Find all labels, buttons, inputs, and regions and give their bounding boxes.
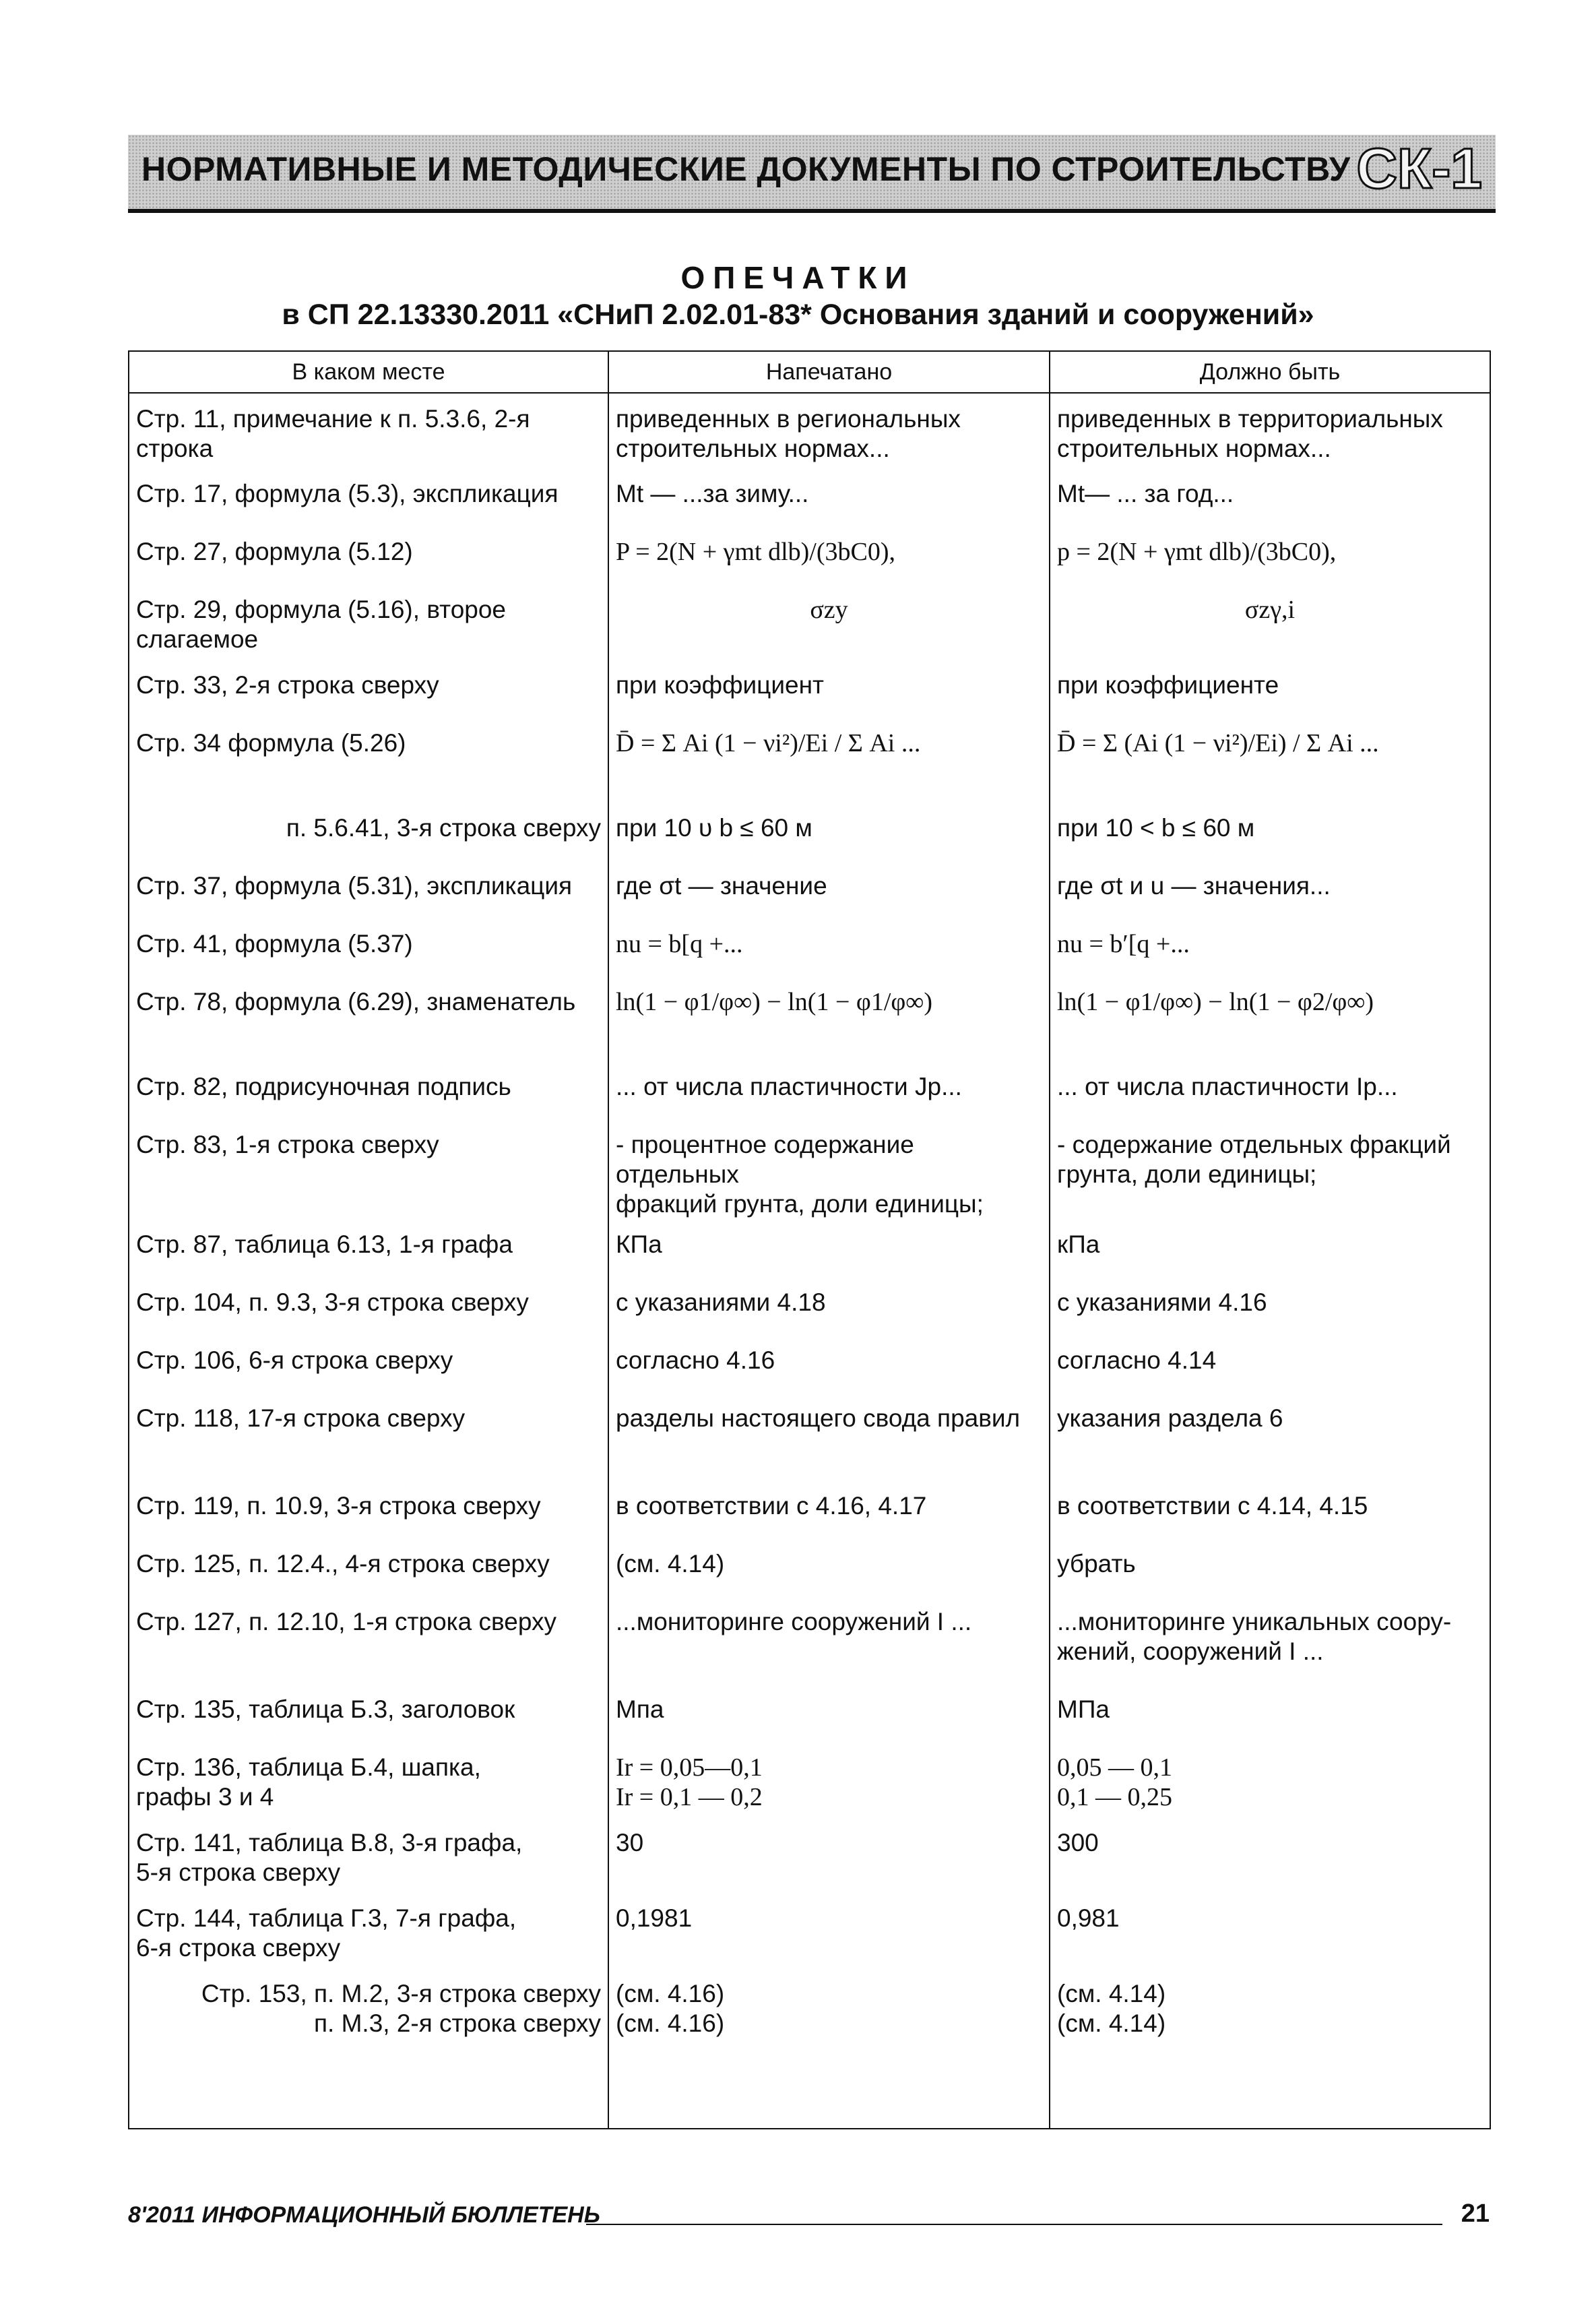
cell-place bbox=[129, 1393, 608, 1480]
cell-line: Стр. 136, таблица Б.4, шапка, bbox=[136, 1753, 481, 1781]
cell-line: Стр. 29, формула (5.16), второе bbox=[136, 596, 507, 623]
cell-line: ...мониторинге уникальных соору- bbox=[1057, 1608, 1452, 1635]
table-header-row bbox=[129, 351, 1490, 393]
filler-cell bbox=[1050, 2110, 1490, 2129]
cell-place bbox=[129, 1684, 608, 1742]
cell-line: Стр. 41, формула (5.37) bbox=[136, 930, 413, 958]
cell-line: Mt— ... за год... bbox=[1057, 480, 1234, 507]
cell-line: согласно 4.16 bbox=[616, 1346, 775, 1374]
cell-printed bbox=[608, 1219, 1050, 1277]
cell-line: D̄ = Σ (Ai (1 − νi²)/Ei) / Σ Ai ... bbox=[1057, 729, 1379, 757]
cell-place bbox=[129, 1219, 608, 1277]
cell-place bbox=[129, 861, 608, 918]
cell-line: слагаемое bbox=[136, 625, 259, 653]
cell-place bbox=[129, 393, 608, 468]
cell-printed bbox=[608, 1817, 1050, 1893]
table-row bbox=[129, 918, 1490, 976]
cell-line: ln(1 − φ1/φ∞) − ln(1 − φ1/φ∞) bbox=[616, 988, 933, 1016]
cell-line: согласно 4.14 bbox=[1057, 1346, 1217, 1374]
cell-line: строительных нормах... bbox=[1057, 435, 1331, 462]
cell-line: 0,1981 bbox=[616, 1904, 693, 1932]
cell-line: Стр. 144, таблица Г.3, 7-я графа, bbox=[136, 1904, 517, 1932]
cell-place bbox=[129, 718, 608, 803]
cell-line: с указаниями 4.18 bbox=[616, 1288, 826, 1316]
table-row bbox=[129, 526, 1490, 584]
cell-printed bbox=[608, 584, 1050, 660]
cell-line: Стр. 125, п. 12.4., 4-я строка сверху bbox=[136, 1550, 550, 1577]
table-row bbox=[129, 584, 1490, 660]
cell-place bbox=[129, 1335, 608, 1393]
table-row bbox=[129, 976, 1490, 1061]
page-footer bbox=[128, 2198, 1490, 2232]
footer-rule bbox=[586, 2224, 1442, 2225]
cell-printed bbox=[608, 1968, 1050, 2110]
cell-printed bbox=[608, 1538, 1050, 1596]
cell-correct bbox=[1050, 1335, 1490, 1393]
cell-line: где σt — значение bbox=[616, 872, 827, 900]
cell-correct bbox=[1050, 976, 1490, 1061]
cell-place bbox=[129, 1277, 608, 1335]
cell-line: (см. 4.14) bbox=[1057, 2009, 1166, 2037]
errata-table-body bbox=[129, 393, 1490, 2129]
cell-place bbox=[129, 1817, 608, 1893]
cell-line: 5-я строка сверху bbox=[136, 1858, 341, 1886]
table-row bbox=[129, 1277, 1490, 1335]
cell-line: п. 5.6.41, 3-я строка сверху bbox=[286, 814, 601, 842]
cell-line: кПа bbox=[1057, 1230, 1100, 1258]
cell-correct bbox=[1050, 1817, 1490, 1893]
cell-line: ... от числа пластичности Jp... bbox=[616, 1073, 962, 1100]
cell-line: 0,1 — 0,25 bbox=[1057, 1783, 1172, 1811]
cell-line: при 10 υ b ≤ 60 м bbox=[616, 814, 812, 842]
cell-correct bbox=[1050, 803, 1490, 861]
cell-place bbox=[129, 1480, 608, 1538]
cell-place bbox=[129, 1538, 608, 1596]
cell-line: (см. 4.16) bbox=[616, 1980, 725, 2007]
cell-line: ...мониторинге сооружений I ... bbox=[616, 1608, 972, 1635]
table-row bbox=[129, 1393, 1490, 1480]
table-row bbox=[129, 1742, 1490, 1817]
table-row bbox=[129, 468, 1490, 526]
publisher-logo: СК-1 bbox=[1356, 137, 1482, 200]
cell-line: в соответствии с 4.14, 4.15 bbox=[1057, 1492, 1368, 1520]
cell-printed bbox=[608, 718, 1050, 803]
cell-line: Стр. 87, таблица 6.13, 1-я графа bbox=[136, 1230, 513, 1258]
filler-cell bbox=[608, 2110, 1050, 2129]
table-row bbox=[129, 1893, 1490, 1968]
cell-line: Стр. 17, формула (5.3), экспликация bbox=[136, 480, 558, 507]
cell-correct bbox=[1050, 1742, 1490, 1817]
column-header-printed: Напечатано bbox=[608, 351, 1050, 393]
cell-place bbox=[129, 660, 608, 718]
cell-line: при 10 < b ≤ 60 м bbox=[1057, 814, 1255, 842]
cell-printed bbox=[608, 1277, 1050, 1335]
cell-line: приведенных в территориальных bbox=[1057, 405, 1443, 433]
cell-line: МПа bbox=[1057, 1695, 1110, 1723]
cell-line: графы 3 и 4 bbox=[136, 1783, 274, 1811]
table-row bbox=[129, 1119, 1490, 1219]
cell-line: Стр. 34 формула (5.26) bbox=[136, 729, 406, 757]
cell-line: Стр. 37, формула (5.31), экспликация bbox=[136, 872, 573, 900]
cell-correct bbox=[1050, 393, 1490, 468]
cell-correct bbox=[1050, 1277, 1490, 1335]
cell-line: Стр. 78, формула (6.29), знаменатель bbox=[136, 988, 576, 1016]
cell-printed bbox=[608, 468, 1050, 526]
cell-line: при коэффициент bbox=[616, 671, 824, 699]
cell-printed bbox=[608, 660, 1050, 718]
cell-place bbox=[129, 1893, 608, 1968]
cell-printed bbox=[608, 1480, 1050, 1538]
cell-printed bbox=[608, 803, 1050, 861]
cell-line: Стр. 119, п. 10.9, 3-я строка сверху bbox=[136, 1492, 541, 1520]
cell-line: Mt — ...за зиму... bbox=[616, 480, 809, 507]
cell-line: σzγ,i bbox=[1244, 596, 1296, 624]
table-row bbox=[129, 718, 1490, 803]
cell-printed bbox=[608, 1061, 1050, 1119]
cell-place bbox=[129, 1061, 608, 1119]
cell-line: ln(1 − φ1/φ∞) − ln(1 − φ2/φ∞) bbox=[1057, 988, 1374, 1016]
cell-place bbox=[129, 803, 608, 861]
column-header-place: В каком месте bbox=[129, 351, 608, 393]
cell-line: с указаниями 4.16 bbox=[1057, 1288, 1267, 1316]
cell-place bbox=[129, 976, 608, 1061]
table-row bbox=[129, 861, 1490, 918]
cell-line: грунта, доли единицы; bbox=[1057, 1160, 1317, 1188]
document-subtitle: в СП 22.13330.2011 «СНиП 2.02.01-83* Основания зданий и сооружений» bbox=[282, 299, 1314, 331]
cell-line: - содержание отдельных фракций bbox=[1057, 1131, 1451, 1158]
cell-correct bbox=[1050, 1596, 1490, 1684]
cell-correct bbox=[1050, 1480, 1490, 1538]
cell-correct bbox=[1050, 660, 1490, 718]
table-row bbox=[129, 1480, 1490, 1538]
footer-publication: 8'2011 ИНФОРМАЦИОННЫЙ БЮЛЛЕТЕНЬ bbox=[128, 2202, 600, 2228]
cell-line: 0,981 bbox=[1057, 1904, 1120, 1932]
cell-place bbox=[129, 526, 608, 584]
cell-correct bbox=[1050, 861, 1490, 918]
table-row bbox=[129, 1219, 1490, 1277]
cell-line: строка bbox=[136, 435, 214, 462]
cell-place bbox=[129, 1119, 608, 1219]
cell-correct bbox=[1050, 1061, 1490, 1119]
cell-line: приведенных в региональных bbox=[616, 405, 961, 433]
cell-place bbox=[129, 1596, 608, 1684]
cell-line: в соответствии с 4.16, 4.17 bbox=[616, 1492, 927, 1520]
cell-line: Мпа bbox=[616, 1695, 664, 1723]
table-row bbox=[129, 1684, 1490, 1742]
cell-line: разделы настоящего свода правил bbox=[616, 1404, 1021, 1432]
cell-line: 30 bbox=[616, 1829, 644, 1856]
table-row bbox=[129, 393, 1490, 468]
cell-line: п. М.3, 2-я строка сверху bbox=[314, 2009, 601, 2037]
cell-correct bbox=[1050, 1393, 1490, 1480]
cell-line: - процентное содержание отдельных bbox=[616, 1131, 914, 1188]
cell-line: σzy bbox=[810, 596, 848, 624]
cell-line: Стр. 33, 2-я строка сверху bbox=[136, 671, 439, 699]
cell-line: Стр. 127, п. 12.10, 1-я строка сверху bbox=[136, 1608, 556, 1635]
cell-line: жений, сооружений I ... bbox=[1057, 1637, 1324, 1665]
cell-printed bbox=[608, 393, 1050, 468]
cell-line: 0,05 — 0,1 bbox=[1057, 1753, 1172, 1782]
cell-correct bbox=[1050, 718, 1490, 803]
cell-correct bbox=[1050, 526, 1490, 584]
cell-line: p = 2(N + γmt dlb)/(3bC0), bbox=[1057, 538, 1337, 566]
cell-line: 300 bbox=[1057, 1829, 1099, 1856]
cell-printed bbox=[608, 976, 1050, 1061]
cell-correct bbox=[1050, 1893, 1490, 1968]
cell-place bbox=[129, 584, 608, 660]
errata-table bbox=[128, 350, 1491, 2129]
cell-line: указания раздела 6 bbox=[1057, 1404, 1283, 1432]
table-row bbox=[129, 1817, 1490, 1893]
cell-line: nu = b[q +... bbox=[616, 930, 743, 958]
table-row bbox=[129, 1968, 1490, 2110]
document-title: ОПЕЧАТКИ bbox=[680, 260, 916, 295]
cell-printed bbox=[608, 1684, 1050, 1742]
cell-correct bbox=[1050, 1219, 1490, 1277]
cell-line: ... от числа пластичности Ip... bbox=[1057, 1073, 1398, 1100]
table-filler-row bbox=[129, 2110, 1490, 2129]
column-header-correct: Должно быть bbox=[1050, 351, 1490, 393]
header-banner bbox=[128, 135, 1496, 213]
cell-correct bbox=[1050, 584, 1490, 660]
table-row bbox=[129, 1538, 1490, 1596]
cell-correct bbox=[1050, 918, 1490, 976]
cell-printed bbox=[608, 1119, 1050, 1219]
cell-line: фракций грунта, доли единицы; bbox=[616, 1190, 984, 1218]
cell-printed bbox=[608, 1893, 1050, 1968]
cell-line: 6-я строка сверху bbox=[136, 1934, 341, 1962]
cell-printed bbox=[608, 1393, 1050, 1480]
cell-line: Ir = 0,1 — 0,2 bbox=[616, 1783, 763, 1811]
cell-line: Стр. 82, подрисуночная подпись bbox=[136, 1073, 511, 1100]
page-number: 21 bbox=[1461, 2199, 1490, 2228]
cell-line: (см. 4.14) bbox=[1057, 1980, 1166, 2007]
cell-line: Стр. 27, формула (5.12) bbox=[136, 538, 413, 565]
cell-line: Стр. 153, п. М.2, 3-я строка сверху bbox=[201, 1980, 601, 2007]
cell-line: Стр. 106, 6-я строка сверху bbox=[136, 1346, 453, 1374]
cell-place bbox=[129, 468, 608, 526]
table-row bbox=[129, 1335, 1490, 1393]
cell-line: (см. 4.16) bbox=[616, 2009, 725, 2037]
cell-printed bbox=[608, 1596, 1050, 1684]
filler-cell bbox=[129, 2110, 608, 2129]
cell-correct bbox=[1050, 1538, 1490, 1596]
cell-line: Стр. 83, 1-я строка сверху bbox=[136, 1131, 439, 1158]
cell-correct bbox=[1050, 1684, 1490, 1742]
table-row bbox=[129, 1061, 1490, 1119]
cell-line: при коэффициенте bbox=[1057, 671, 1279, 699]
cell-printed bbox=[608, 1335, 1050, 1393]
cell-correct bbox=[1050, 468, 1490, 526]
cell-line: P = 2(N + γmt dlb)/(3bC0), bbox=[616, 538, 896, 566]
cell-line: Стр. 141, таблица В.8, 3-я графа, bbox=[136, 1829, 523, 1856]
cell-line: Ir = 0,05—0,1 bbox=[616, 1753, 763, 1782]
cell-correct bbox=[1050, 1968, 1490, 2110]
cell-line: Стр. 104, п. 9.3, 3-я строка сверху bbox=[136, 1288, 529, 1316]
cell-line: nu = b′[q +... bbox=[1057, 930, 1190, 958]
cell-printed bbox=[608, 526, 1050, 584]
cell-place bbox=[129, 1742, 608, 1817]
cell-line: Стр. 135, таблица Б.3, заголовок bbox=[136, 1695, 515, 1723]
cell-line: Стр. 11, примечание к п. 5.3.6, 2-я bbox=[136, 405, 530, 433]
table-row bbox=[129, 660, 1490, 718]
cell-line: убрать bbox=[1057, 1550, 1136, 1577]
cell-printed bbox=[608, 1742, 1050, 1817]
cell-line: (см. 4.14) bbox=[616, 1550, 725, 1577]
cell-line: где σt и u — значения... bbox=[1057, 872, 1331, 900]
cell-correct bbox=[1050, 1119, 1490, 1219]
cell-printed bbox=[608, 918, 1050, 976]
cell-printed bbox=[608, 861, 1050, 918]
cell-line: Стр. 118, 17-я строка сверху bbox=[136, 1404, 466, 1432]
cell-line: D̄ = Σ Ai (1 − νi²)/Ei / Σ Ai ... bbox=[616, 729, 921, 757]
cell-place bbox=[129, 918, 608, 976]
cell-line: КПа bbox=[616, 1230, 662, 1258]
cell-line: строительных нормах... bbox=[616, 435, 890, 462]
table-row bbox=[129, 803, 1490, 861]
table-row bbox=[129, 1596, 1490, 1684]
cell-place bbox=[129, 1968, 608, 2110]
banner-title: НОРМАТИВНЫЕ И МЕТОДИЧЕСКИЕ ДОКУМЕНТЫ ПО СТРОИТЕЛЬСТВУ bbox=[141, 150, 1351, 188]
